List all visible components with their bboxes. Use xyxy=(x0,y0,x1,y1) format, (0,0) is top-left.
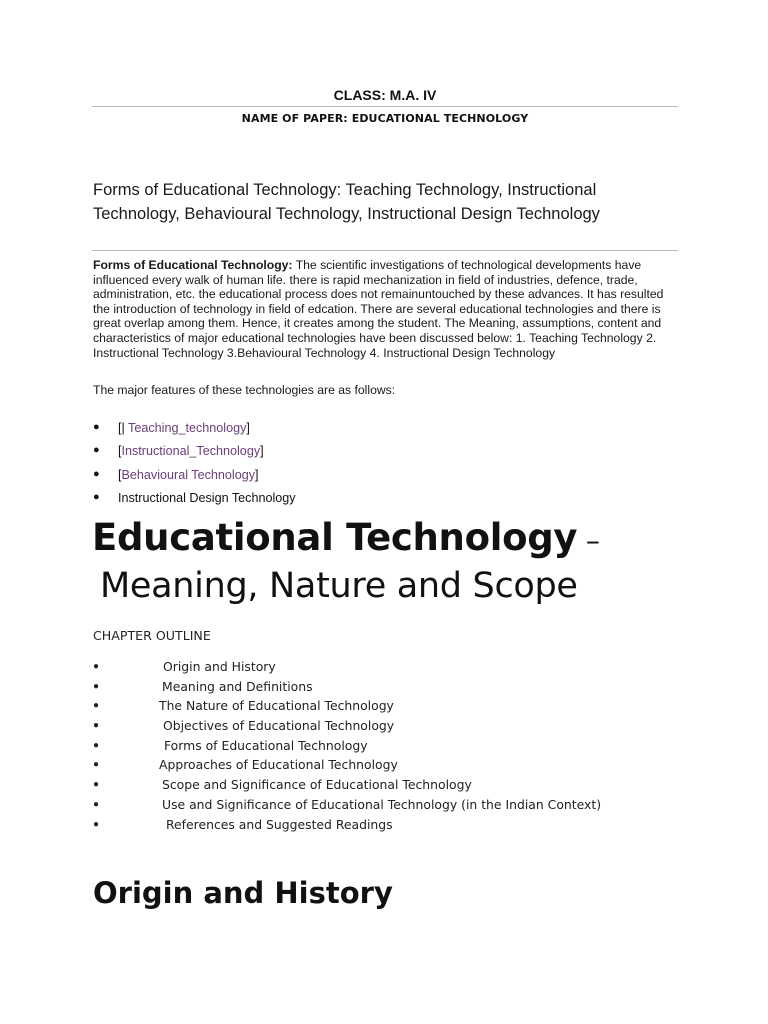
list-item xyxy=(93,491,678,514)
instructional-technology-link[interactable]: Instructional_Technology xyxy=(121,444,261,459)
technology-list xyxy=(93,421,678,514)
teaching-technology-link[interactable]: Teaching_technology xyxy=(128,421,247,435)
outline-item: ● Use and Significance of Educational Technology (in the Indian Context) xyxy=(93,796,602,812)
outline-item: ● Scope and Significance of Educational Technology xyxy=(93,777,472,793)
bullet-icon: ● xyxy=(93,444,100,457)
forms-paragraph xyxy=(93,258,678,360)
main-title-text: Educational Technology xyxy=(92,516,578,559)
forms-paragraph-text: The scientific investigations of technological developments have influenced every walk of human life. there is rapid mechanization in field of industries, defence, trade, administration, etc. the educational process does not remainuntouched by these advances. It has resulted the introduction of technology in field of edcation. There are several educational technologies and there is great overlap among them. Hence, it creates among the student. The Meaning, assumptions, content and characteristics of major educational technologies have been discussed below: 1. Teaching Technology 2. Instructional Technology 3.Behavioural Technology 4. Instructional Design Technology xyxy=(93,258,664,360)
bullet-icon: ● xyxy=(93,700,100,712)
behavioural-technology-link[interactable]: Behavioural Technology xyxy=(121,467,255,482)
outline-item: ● The Nature of Educational Technology xyxy=(93,698,394,714)
bullet-icon: ● xyxy=(93,661,100,672)
bullet-icon: ● xyxy=(93,739,100,751)
outline-item: ● Origin and History xyxy=(93,659,276,674)
main-subtitle: Meaning, Nature and Scope xyxy=(100,566,578,606)
bullet-icon: ● xyxy=(93,467,100,480)
outline-item: ● Approaches of Educational Technology xyxy=(93,757,398,773)
outline-item: ● Forms of Educational Technology xyxy=(93,737,368,753)
chapter-outline-label: CHAPTER OUTLINE xyxy=(93,628,211,643)
chapter-outline-list xyxy=(93,659,678,836)
instructional-design-text: Instructional Design Technology xyxy=(118,490,296,505)
outline-item: ● References and Suggested Readings xyxy=(93,816,393,832)
bullet-icon: ● xyxy=(93,779,100,791)
bullet-icon: ● xyxy=(93,720,100,732)
outline-item: ● Meaning and Definitions xyxy=(93,678,313,694)
list-item: ● [Instructional_Technology] xyxy=(93,444,264,459)
forms-paragraph-label: Forms of Educational Technology: xyxy=(93,258,293,272)
class-heading: CLASS: M.A. IV xyxy=(333,87,437,103)
paper-name-heading: NAME OF PAPER: EDUCATIONAL TECHNOLOGY xyxy=(241,112,529,125)
divider-forms xyxy=(92,250,678,251)
outline-item: ● Objectives of Educational Technology xyxy=(93,718,395,734)
bullet-icon: ● xyxy=(93,818,100,830)
main-title xyxy=(92,512,692,567)
origin-history-heading: Origin and History xyxy=(93,876,393,910)
list-item: ● [Behavioural Technology] xyxy=(93,467,259,482)
bullet-icon: ● xyxy=(93,680,100,692)
forms-section-heading: Forms of Educational Technology: Teaching Technology, Instructional Technology, Behavioural Technology, Instructional Design Technology xyxy=(93,181,600,223)
features-intro: The major features of these technologies are as follows: xyxy=(93,383,396,397)
bullet-icon: ● xyxy=(93,421,100,433)
list-item: ● [| Teaching_technology] xyxy=(93,421,250,435)
bullet-icon: ● xyxy=(93,490,100,503)
bullet-icon: ● xyxy=(93,759,100,771)
divider-top xyxy=(92,106,678,107)
bullet-icon: ● xyxy=(93,798,100,810)
main-title-dash: – xyxy=(577,524,600,557)
